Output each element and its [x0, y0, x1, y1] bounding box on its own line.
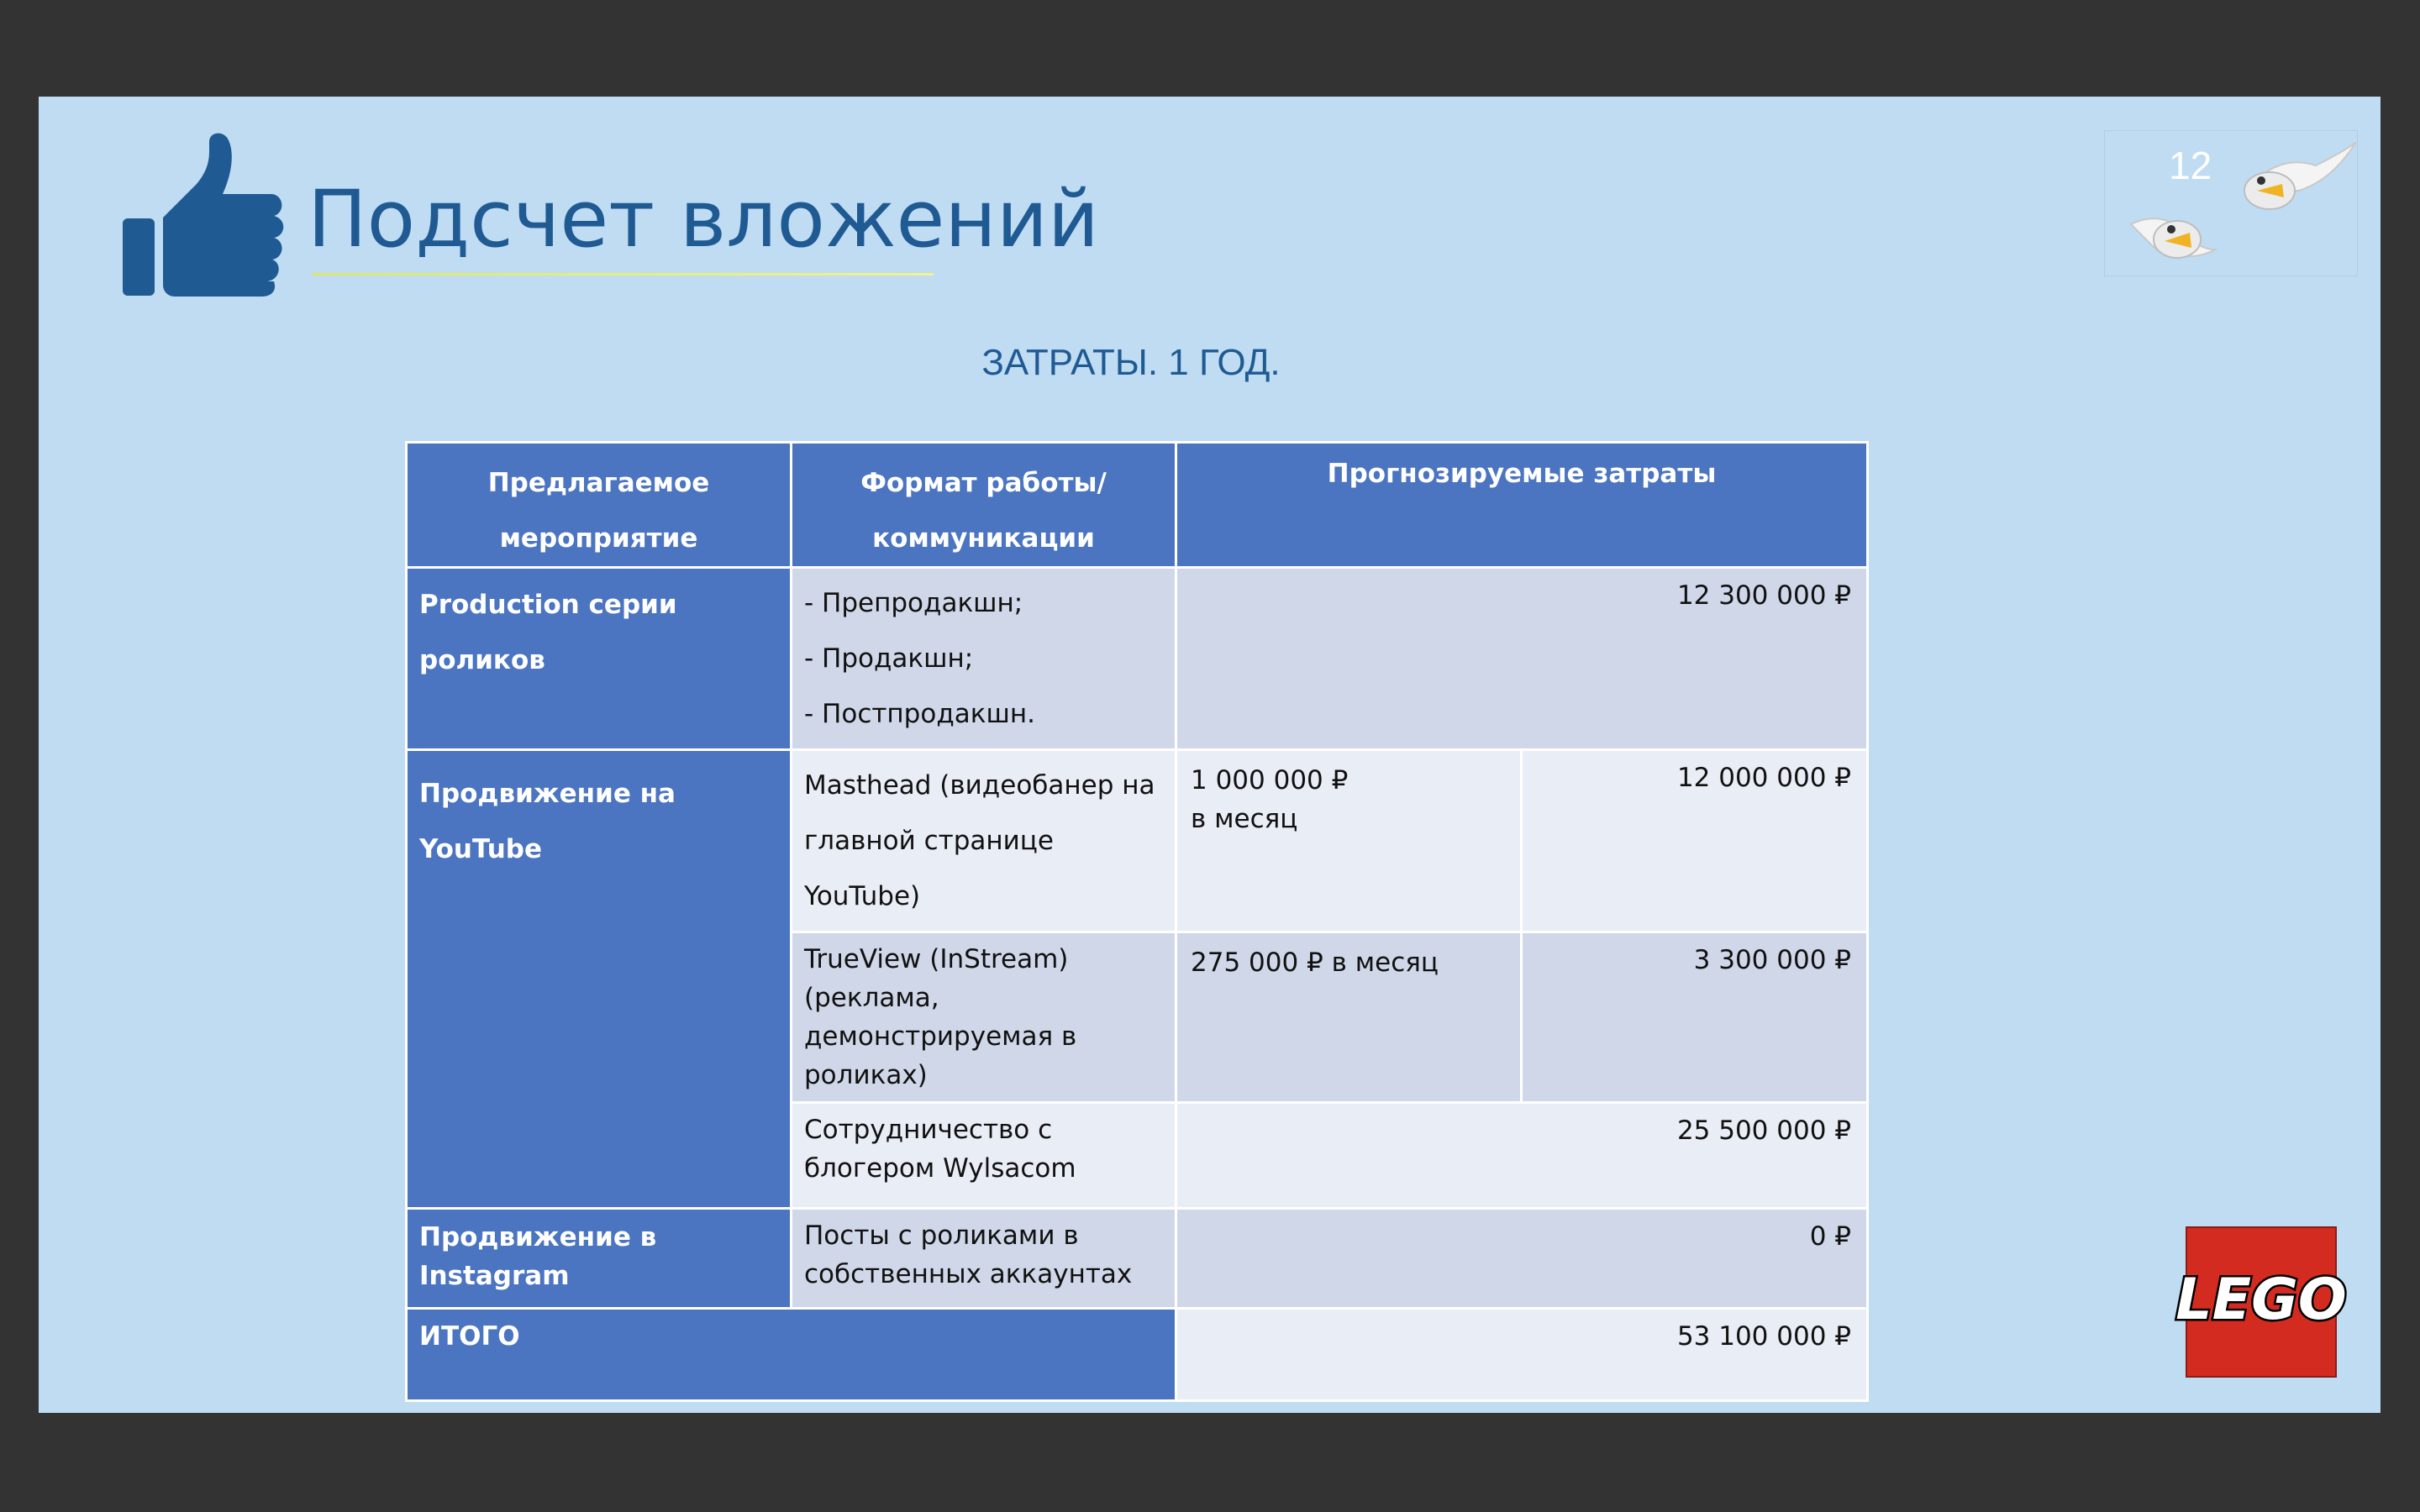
format-cell: TrueView (InStream) (реклама, демонстрируемая в роликах) — [792, 932, 1176, 1103]
format-cell: Masthead (видеобанер на главной странице YouTube) — [792, 750, 1176, 932]
format-cell: Посты с роликами в собственных аккаунтах — [792, 1209, 1176, 1309]
slide — [39, 97, 2381, 1413]
thumbs-up-icon — [123, 132, 287, 300]
total-label: ИТОГО — [407, 1309, 1176, 1401]
header-format: Формат работы/коммуникации — [792, 443, 1176, 568]
header-costs: Прогнозируемые затраты — [1176, 443, 1868, 568]
format-line: - Постпродакшн. — [804, 699, 1035, 729]
lego-logo-icon — [2175, 1226, 2347, 1378]
activity-cell: Продвижение в Instagram — [407, 1209, 792, 1309]
header-activity: Предлагаемое мероприятие — [407, 443, 792, 568]
lego-birds-icon — [2123, 132, 2358, 270]
cost-table — [405, 441, 1869, 1402]
table-row — [407, 568, 1868, 750]
monthly-rate-cell: 275 000 ₽ в месяц — [1176, 932, 1522, 1103]
table-row — [407, 750, 1868, 932]
activity-cell: Production серии роликов — [407, 568, 792, 750]
activity-cell: Продвижение на YouTube — [407, 750, 792, 1209]
total-value: 53 100 000 ₽ — [1176, 1309, 1868, 1401]
title-underline — [312, 273, 934, 276]
cost-cell: 12 000 000 ₽ — [1522, 750, 1868, 932]
format-line: - Препродакшн; — [804, 588, 1023, 618]
format-cell: Сотрудничество с блогером Wylsacom — [792, 1103, 1176, 1209]
monthly-rate-cell: 1 000 000 ₽ в месяц — [1176, 750, 1522, 932]
page-number: 12 — [2169, 144, 2212, 187]
slide-subtitle: ЗАТРАТЫ. 1 ГОД. — [981, 342, 1281, 383]
format-line: - Продакшн; — [804, 643, 974, 674]
cost-cell: 0 ₽ — [1176, 1209, 1868, 1309]
cost-cell: 3 300 000 ₽ — [1522, 932, 1868, 1103]
cost-cell: 12 300 000 ₽ — [1176, 568, 1868, 750]
cost-cell: 25 500 000 ₽ — [1176, 1103, 1868, 1209]
format-cell — [792, 568, 1176, 750]
total-row — [407, 1309, 1868, 1401]
table-row — [407, 1209, 1868, 1309]
lego-logo-text: LEGO — [2175, 1267, 2347, 1333]
table-header-row — [407, 443, 1868, 568]
slide-title: Подсчет вложений — [308, 174, 1100, 265]
